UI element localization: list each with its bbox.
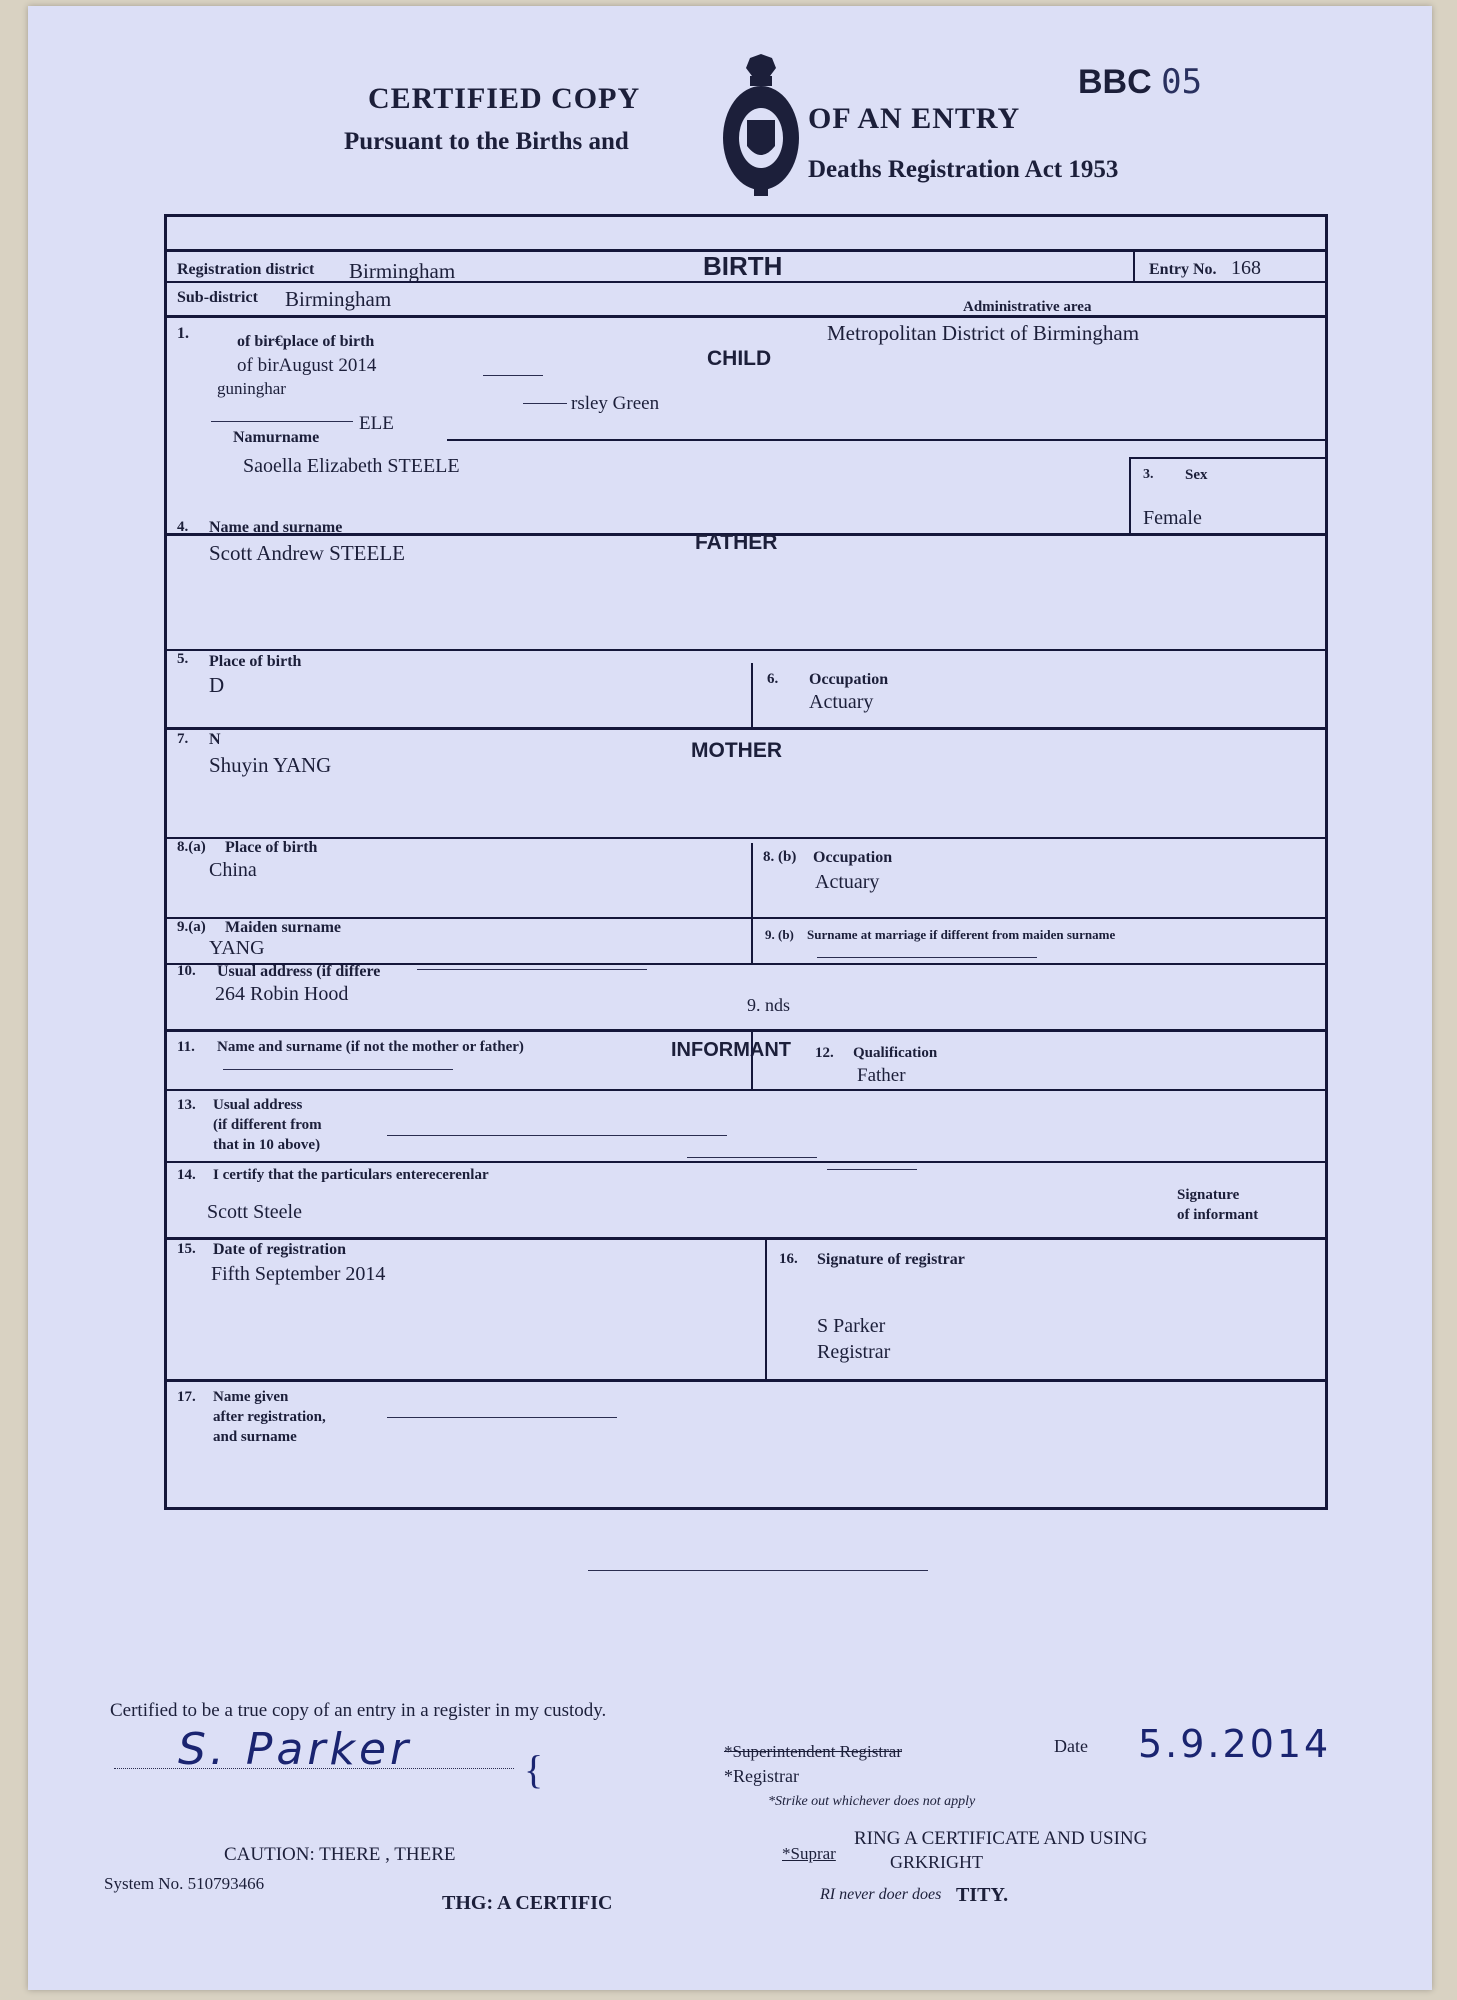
signature-line xyxy=(114,1768,514,1769)
child-date-place-label: of bir€place of birth xyxy=(237,333,375,350)
field-number: 12. xyxy=(815,1045,834,1061)
field-number: 15. xyxy=(177,1241,196,1257)
child-name-label: Namurname xyxy=(233,429,320,446)
divider xyxy=(447,439,1325,441)
divider xyxy=(167,281,1325,283)
mother-name-label: N xyxy=(209,731,221,748)
divider xyxy=(1129,457,1325,459)
name-given-label-3: and surname xyxy=(213,1429,297,1445)
registrar-title: Registrar xyxy=(817,1341,891,1363)
informant-address-label-2: (if different from xyxy=(213,1117,322,1133)
child-name-value: Saoella Elizabeth STEELE xyxy=(243,455,460,477)
field-number: 4. xyxy=(177,519,189,535)
father-occupation-value: Actuary xyxy=(809,691,874,713)
field-number: 13. xyxy=(177,1097,196,1113)
divider xyxy=(167,1029,1325,1032)
divider xyxy=(167,1089,1325,1091)
caution-text-right-4: TITY. xyxy=(956,1884,1009,1906)
field-number: 17. xyxy=(177,1389,196,1405)
caution-text-left: CAUTION: THERE , THERE xyxy=(224,1844,456,1865)
divider xyxy=(167,837,1325,839)
father-name-value: Scott Andrew STEELE xyxy=(209,541,405,565)
informant-address-label-1: Usual address xyxy=(213,1097,303,1113)
royal-crest-icon xyxy=(720,54,802,198)
registrar-name: S Parker xyxy=(817,1315,886,1337)
header-title-left: CERTIFIED COPY xyxy=(368,82,641,115)
field-number: 1. xyxy=(177,325,189,342)
informant-signature-label-2: of informant xyxy=(1177,1207,1259,1223)
informant-qualification-value: Father xyxy=(857,1065,906,1086)
child-surname-partial: ELE xyxy=(359,413,394,434)
divider xyxy=(167,315,1325,318)
registrar-signature-label: Signature of registrar xyxy=(817,1251,965,1268)
mother-occupation-label: Occupation xyxy=(813,849,893,866)
field-number: 7. xyxy=(177,731,189,747)
certified-statement: Certified to be a true copy of an entry in a register in my custody. xyxy=(110,1700,607,1721)
mother-maiden-label: Maiden surname xyxy=(225,919,341,936)
sub-district-label: Sub-district xyxy=(177,289,258,306)
registration-date-value: Fifth September 2014 xyxy=(211,1263,386,1285)
registrar-option: *Registrar xyxy=(724,1766,799,1786)
field-underline xyxy=(523,403,567,404)
mother-marriage-surname-label: Surname at marriage if different from maiden surname xyxy=(807,927,1116,942)
field-underline xyxy=(827,1169,917,1170)
field-underline xyxy=(687,1157,817,1158)
divider xyxy=(167,1379,1325,1382)
informant-name-label: Name and surname (if not the mother or father) xyxy=(217,1039,524,1055)
mother-pob-value: China xyxy=(209,859,257,881)
informant-section-title: INFORMANT xyxy=(671,1039,791,1061)
field-number: 3. xyxy=(1143,467,1154,482)
superintendent-registrar-struck: *Superintendent Registrar xyxy=(724,1742,902,1761)
child-sex-value: Female xyxy=(1143,507,1202,529)
registrar-signature-handwritten: S. Parker xyxy=(178,1724,413,1775)
informant-signature-value: Scott Steele xyxy=(207,1201,302,1223)
form-heading: BIRTH xyxy=(703,251,783,281)
divider xyxy=(751,663,753,727)
mother-occupation-value: Actuary xyxy=(815,871,880,893)
field-underline xyxy=(817,957,1037,958)
header-title-right: OF AN ENTRY xyxy=(808,102,1021,135)
divider xyxy=(1129,457,1131,533)
informant-address-label-3: that in 10 above) xyxy=(213,1137,321,1153)
field-number: 8. (b) xyxy=(763,849,797,865)
caution-bottom-center: THG: A CERTIFIC xyxy=(442,1892,613,1914)
signature-bracket: { xyxy=(524,1747,544,1792)
father-section-title: FATHER xyxy=(695,531,778,554)
entry-no-value: 168 xyxy=(1231,257,1261,279)
divider xyxy=(167,249,1325,252)
field-underline xyxy=(387,1135,727,1136)
field-number: 8.(a) xyxy=(177,839,206,855)
field-number: 11. xyxy=(177,1039,195,1055)
registration-date-label: Date of registration xyxy=(213,1241,346,1258)
child-date-of-birth: of birAugust 2014 xyxy=(237,355,377,376)
admin-area-value: Metropolitan District of Birmingham xyxy=(827,321,1140,345)
divider xyxy=(167,1237,1325,1240)
field-underline xyxy=(483,375,543,376)
divider xyxy=(167,649,1325,651)
divider xyxy=(167,727,1325,730)
informant-signature-label-1: Signature xyxy=(1177,1187,1240,1203)
separator-line xyxy=(588,1570,928,1571)
divider xyxy=(751,1029,753,1089)
father-pob-label: Place of birth xyxy=(209,653,302,670)
field-number: 9. (b) xyxy=(765,927,794,942)
certificate-paper xyxy=(28,6,1432,1990)
divider xyxy=(751,843,753,963)
caution-supra: *Suprar xyxy=(782,1844,836,1863)
child-place-partial: guninghar xyxy=(217,379,286,398)
child-place-partial-2: rsley Green xyxy=(571,393,660,414)
mother-address-value: 264 Robin Hood xyxy=(215,983,349,1005)
registration-district-label: Registration district xyxy=(177,261,315,278)
field-number: 5. xyxy=(177,651,189,667)
field-number: 10. xyxy=(177,963,196,979)
father-pob-value: D xyxy=(209,673,225,697)
name-given-label-1: Name given xyxy=(213,1389,289,1405)
mother-section-title: MOTHER xyxy=(691,739,782,762)
strike-out-note: *Strike out whichever does not apply xyxy=(768,1794,976,1809)
name-given-label-2: after registration, xyxy=(213,1409,326,1425)
sub-district-value: Birmingham xyxy=(285,287,392,311)
father-occupation-label: Occupation xyxy=(809,671,889,688)
field-number: 16. xyxy=(779,1251,798,1267)
child-section-title: CHILD xyxy=(707,347,772,370)
mother-maiden-value: YANG xyxy=(209,937,265,959)
system-number: System No. 510793466 xyxy=(104,1874,265,1893)
caution-text-right-1: RING A CERTIFICATE AND USING xyxy=(854,1828,1148,1849)
header-subtitle-left: Pursuant to the Births and xyxy=(344,128,629,155)
field-underline xyxy=(417,969,647,970)
divider xyxy=(167,1161,1325,1163)
admin-area-label: Administrative area xyxy=(963,299,1092,315)
child-sex-label: Sex xyxy=(1185,467,1208,483)
field-number: 14. xyxy=(177,1167,196,1183)
field-underline xyxy=(211,421,353,422)
header-subtitle-right: Deaths Registration Act 1953 xyxy=(808,156,1119,183)
reference-prefix: BBC xyxy=(1078,63,1152,101)
divider xyxy=(1133,249,1135,281)
reference-digits: 05 xyxy=(1161,62,1203,102)
certify-label: I certify that the particulars enterecerenlar xyxy=(213,1167,489,1183)
field-underline xyxy=(387,1417,617,1418)
mother-pob-label: Place of birth xyxy=(225,839,318,856)
certificate-date-handwritten: 5.9.2014 xyxy=(1138,1722,1332,1766)
mother-name-value: Shuyin YANG xyxy=(209,753,332,777)
field-number: 6. xyxy=(767,671,779,687)
father-name-label: Name and surname xyxy=(209,519,343,536)
field-underline xyxy=(223,1069,453,1070)
reference-number xyxy=(1078,62,1202,102)
birth-entry-form xyxy=(164,214,1328,1510)
date-label: Date xyxy=(1054,1736,1088,1756)
mother-address-label: Usual address (if differe xyxy=(217,963,381,980)
divider xyxy=(765,1237,767,1379)
mother-address-tail: 9. nds xyxy=(747,995,791,1015)
caution-text-right-3: RI never doer does xyxy=(820,1886,942,1903)
informant-qualification-label: Qualification xyxy=(853,1045,938,1061)
field-number: 9.(a) xyxy=(177,919,206,935)
caution-text-right-2: GRKRIGHT xyxy=(890,1852,983,1872)
registration-district-value: Birmingham xyxy=(349,259,456,283)
entry-no-label: Entry No. xyxy=(1149,261,1217,278)
